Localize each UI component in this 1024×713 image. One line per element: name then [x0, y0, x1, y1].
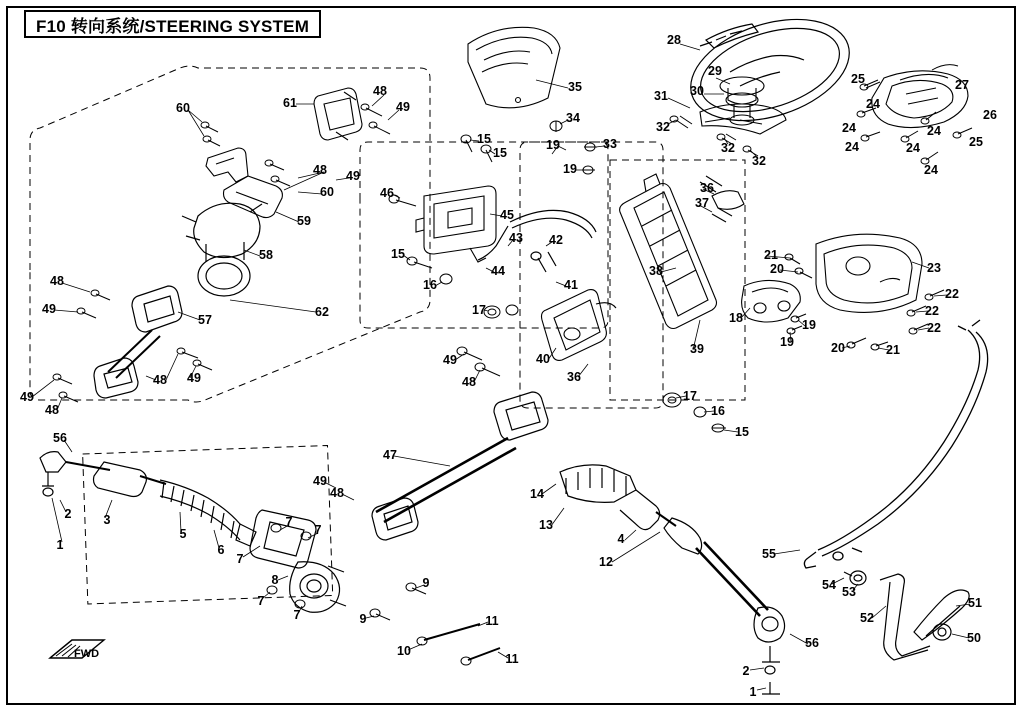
part-callout-61: 61	[283, 95, 297, 110]
part-callout-49: 49	[443, 352, 457, 367]
part-callout-40: 40	[536, 351, 550, 366]
part-callout-24: 24	[866, 96, 880, 111]
part-callout-49: 49	[187, 370, 201, 385]
part-callout-13: 13	[539, 517, 553, 532]
part-callout-48: 48	[313, 162, 327, 177]
part-callout-48: 48	[153, 372, 167, 387]
part-callout-19: 19	[563, 161, 577, 176]
part-callout-34: 34	[566, 110, 580, 125]
part-callout-27: 27	[955, 77, 969, 92]
page-title: F10 转向系统/STEERING SYSTEM	[36, 16, 310, 36]
part-callout-15: 15	[477, 131, 491, 146]
part-callout-49: 49	[20, 389, 34, 404]
part-callout-3: 3	[103, 512, 111, 527]
part-callout-31: 31	[654, 88, 668, 103]
part-callout-21: 21	[764, 247, 778, 262]
part-callout-1: 1	[56, 537, 64, 552]
part-callout-59: 59	[297, 213, 311, 228]
part-callout-41: 41	[564, 277, 578, 292]
part-callout-9: 9	[422, 575, 430, 590]
part-callout-30: 30	[690, 83, 704, 98]
part-callout-42: 42	[549, 232, 563, 247]
part-callout-49: 49	[313, 473, 327, 488]
part-callout-17: 17	[472, 302, 486, 317]
part-callout-29: 29	[708, 63, 722, 78]
part-callout-20: 20	[770, 261, 784, 276]
part-callout-18: 18	[729, 310, 743, 325]
part-callout-21: 21	[886, 342, 900, 357]
part-callout-48: 48	[45, 402, 59, 417]
part-callout-7: 7	[257, 593, 265, 608]
part-callout-12: 12	[599, 554, 613, 569]
part-callout-33: 33	[603, 136, 617, 151]
part-callout-58: 58	[259, 247, 273, 262]
part-callout-24: 24	[924, 162, 938, 177]
part-callout-17: 17	[683, 388, 697, 403]
part-callout-36: 36	[567, 369, 581, 384]
part-callout-36: 36	[700, 180, 714, 195]
part-callout-52: 52	[860, 610, 874, 625]
part-callout-24: 24	[927, 123, 941, 138]
part-callout-11: 11	[485, 613, 499, 628]
part-callout-5: 5	[179, 526, 187, 541]
part-callout-48: 48	[373, 83, 387, 98]
fwd-label: FWD	[74, 648, 100, 660]
part-callout-24: 24	[842, 120, 856, 135]
part-callout-48: 48	[50, 273, 64, 288]
part-callout-25: 25	[851, 71, 865, 86]
part-callout-43: 43	[509, 230, 523, 245]
part-callout-25: 25	[969, 134, 983, 149]
part-callout-4: 4	[617, 531, 625, 546]
part-callout-24: 24	[845, 139, 859, 154]
part-callout-8: 8	[271, 572, 279, 587]
page-title-box	[24, 10, 321, 38]
part-callout-22: 22	[927, 320, 941, 335]
part-callout-7: 7	[293, 607, 301, 622]
part-callout-48: 48	[330, 485, 344, 500]
part-callout-16: 16	[423, 277, 437, 292]
part-callout-2: 2	[64, 506, 72, 521]
part-callout-7: 7	[285, 514, 293, 529]
part-callout-6: 6	[217, 542, 225, 557]
part-callout-22: 22	[925, 303, 939, 318]
part-callout-16: 16	[711, 403, 725, 418]
part-callout-1: 1	[749, 684, 757, 699]
part-callout-22: 22	[945, 286, 959, 301]
part-callout-20: 20	[831, 340, 845, 355]
part-callout-50: 50	[967, 630, 981, 645]
part-callout-49: 49	[346, 168, 360, 183]
part-callout-51: 51	[968, 595, 982, 610]
part-callout-53: 53	[842, 584, 856, 599]
part-callout-54: 54	[822, 577, 836, 592]
part-callout-26: 26	[983, 107, 997, 122]
part-callout-9: 9	[359, 611, 367, 626]
part-callout-35: 35	[568, 79, 582, 94]
part-callout-49: 49	[396, 99, 410, 114]
part-callout-32: 32	[752, 153, 766, 168]
part-callout-28: 28	[667, 32, 681, 47]
part-callout-32: 32	[656, 119, 670, 134]
part-callout-19: 19	[546, 137, 560, 152]
part-callout-23: 23	[927, 260, 941, 275]
part-callout-60: 60	[320, 184, 334, 199]
part-callout-2: 2	[742, 663, 750, 678]
part-callout-10: 10	[397, 643, 411, 658]
part-callout-32: 32	[721, 140, 735, 155]
part-callout-39: 39	[690, 341, 704, 356]
part-callout-48: 48	[462, 374, 476, 389]
part-callout-55: 55	[762, 546, 776, 561]
part-callout-56: 56	[805, 635, 819, 650]
part-callout-60: 60	[176, 100, 190, 115]
part-callout-19: 19	[802, 317, 816, 332]
part-callout-15: 15	[391, 246, 405, 261]
part-callout-15: 15	[493, 145, 507, 160]
part-callout-57: 57	[198, 312, 212, 327]
part-callout-38: 38	[649, 263, 663, 278]
part-callout-44: 44	[491, 263, 505, 278]
part-callout-37: 37	[695, 195, 709, 210]
part-callout-56: 56	[53, 430, 67, 445]
part-callout-47: 47	[383, 447, 397, 462]
part-callout-7: 7	[314, 522, 322, 537]
part-callout-11: 11	[505, 651, 519, 666]
part-callout-45: 45	[500, 207, 514, 222]
part-callout-19: 19	[780, 334, 794, 349]
part-callout-14: 14	[530, 486, 544, 501]
part-callout-15: 15	[735, 424, 749, 439]
part-callout-24: 24	[906, 140, 920, 155]
part-callout-46: 46	[380, 185, 394, 200]
part-callout-62: 62	[315, 304, 329, 319]
part-callout-49: 49	[42, 301, 56, 316]
part-callout-7: 7	[236, 551, 244, 566]
